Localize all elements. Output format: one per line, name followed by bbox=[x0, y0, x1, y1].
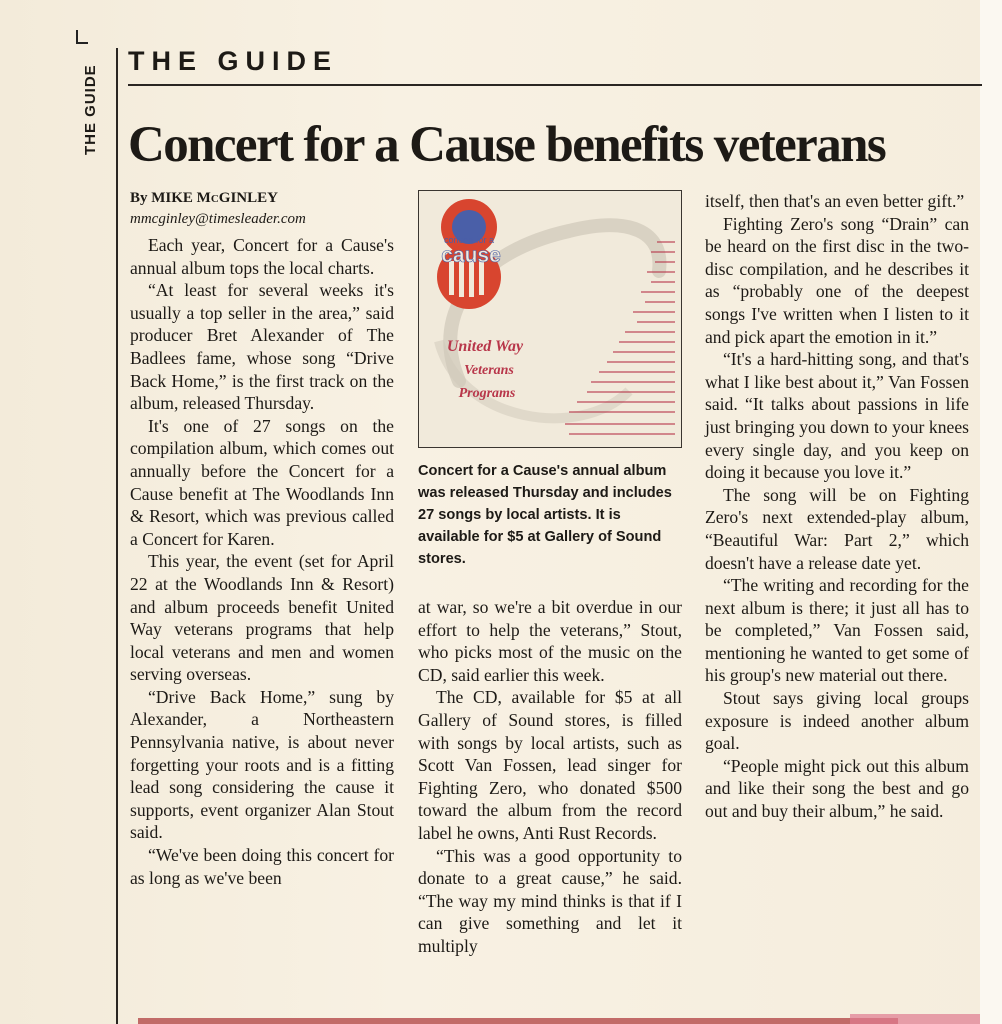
paragraph: Stout says giving local groups exposure is indeed another album goal. bbox=[705, 688, 969, 754]
logo-small-text: concert for a bbox=[443, 235, 495, 245]
paragraph: Fighting Zero's song “Drain” can be heard on the first disc in the two-disc compilation, and he describes it as “probably one of the deepest songs I've written when I listen to it and pick apart the emotion in it.” bbox=[705, 213, 969, 347]
paragraph: The song will be on Fighting Zero's next extended-play album, “Beautiful War: Part 2,” which doesn't have a release date yet. bbox=[705, 484, 969, 573]
headline: Concert for a Cause benefits veterans bbox=[128, 117, 886, 173]
column-3 bbox=[705, 190, 969, 823]
script-line-2: Veterans bbox=[464, 363, 514, 378]
crop-mark bbox=[76, 30, 88, 44]
section-title: THE GUIDE bbox=[128, 46, 339, 76]
paragraph: The CD, available for $5 at all Gallery of Sound stores, is filled with songs by local artists, such as Scott Van Fossen, lead singer for Fighting Zero, who donated $500 toward the album from the record label he owns, Anti Rust Records. bbox=[418, 687, 682, 843]
author-email: mmcginley@timesleader.com bbox=[130, 211, 306, 227]
paragraph: itself, then that's an even better gift.” bbox=[705, 191, 965, 211]
paragraph: “It's a hard-hitting song, and that's what I like best about it,” Van Fossen said. “It talks about passions in life just bringing you down to your knees every single day, and you keep on doing it because you love it.” bbox=[705, 349, 969, 483]
column-1 bbox=[130, 234, 394, 889]
album-cover-photo bbox=[418, 190, 682, 448]
paragraph: Each year, Concert for a Cause's annual album tops the local charts. bbox=[130, 235, 394, 278]
paragraph: “The writing and recording for the next album is there; it just all has to be completed,” Van Fossen said, mentioning he wanted to get some of his group's new material out there. bbox=[705, 575, 969, 686]
paragraph: “This was a good opportunity to donate to a great cause,” he said. “The way my mind thinks is that if I can give something and let it multiply bbox=[418, 845, 682, 956]
paragraph: This year, the event (set for April 22 at the Woodlands Inn & Resort) and album proceeds benefit United Way veterans programs that help local veterans and men and women serving overseas. bbox=[130, 551, 394, 685]
script-line-3: Programs bbox=[458, 386, 516, 401]
logo-word: cause bbox=[441, 244, 501, 267]
column-2 bbox=[418, 596, 682, 958]
script-line-1: United Way bbox=[446, 338, 524, 355]
paragraph: It's one of 27 songs on the compilation album, which comes out annually before the Concert for a Cause benefit at The Woodlands Inn & Resort, which was previous called a Concert for Karen. bbox=[130, 415, 394, 549]
paragraph: “Drive Back Home,” sung by Alexander, a Northeastern Pennsylvania native, is about never forgetting your roots and is a fitting lead song considering the cause it supports, event organizer Alan Stout said. bbox=[130, 686, 394, 843]
byline-prefix: By bbox=[130, 190, 148, 206]
author-name: MIKE McGINLEY bbox=[151, 190, 278, 206]
bottom-color-strip bbox=[138, 1018, 898, 1024]
paragraph: “At least for several weeks it's usually a top seller in the area,” said producer Bret Alexander of The Badlees fame, whose song “Drive Back Home,” is the first track on the album, released Thursday. bbox=[130, 280, 394, 414]
paragraph: “We've been doing this concert for as long as we've been bbox=[130, 845, 394, 888]
bottom-pink-strip bbox=[850, 1014, 980, 1024]
byline bbox=[130, 190, 278, 207]
paragraph: “People might pick out this album and like their song the best and go out and buy their album,” he said. bbox=[705, 755, 969, 822]
paragraph: at war, so we're a bit overdue in our effort to help the veterans,” Stout, who picks most of the music on the CD, said earlier this week. bbox=[418, 597, 682, 685]
side-section-label: THE GUIDE bbox=[82, 64, 99, 155]
section-rule bbox=[128, 84, 982, 86]
album-cover-art bbox=[419, 191, 681, 447]
photo-caption: Concert for a Cause's annual album was released Thursday and includes 27 songs by local artists. It is available for $5 at Gallery of Sound stores. bbox=[418, 463, 672, 567]
vertical-rule bbox=[116, 48, 118, 1024]
